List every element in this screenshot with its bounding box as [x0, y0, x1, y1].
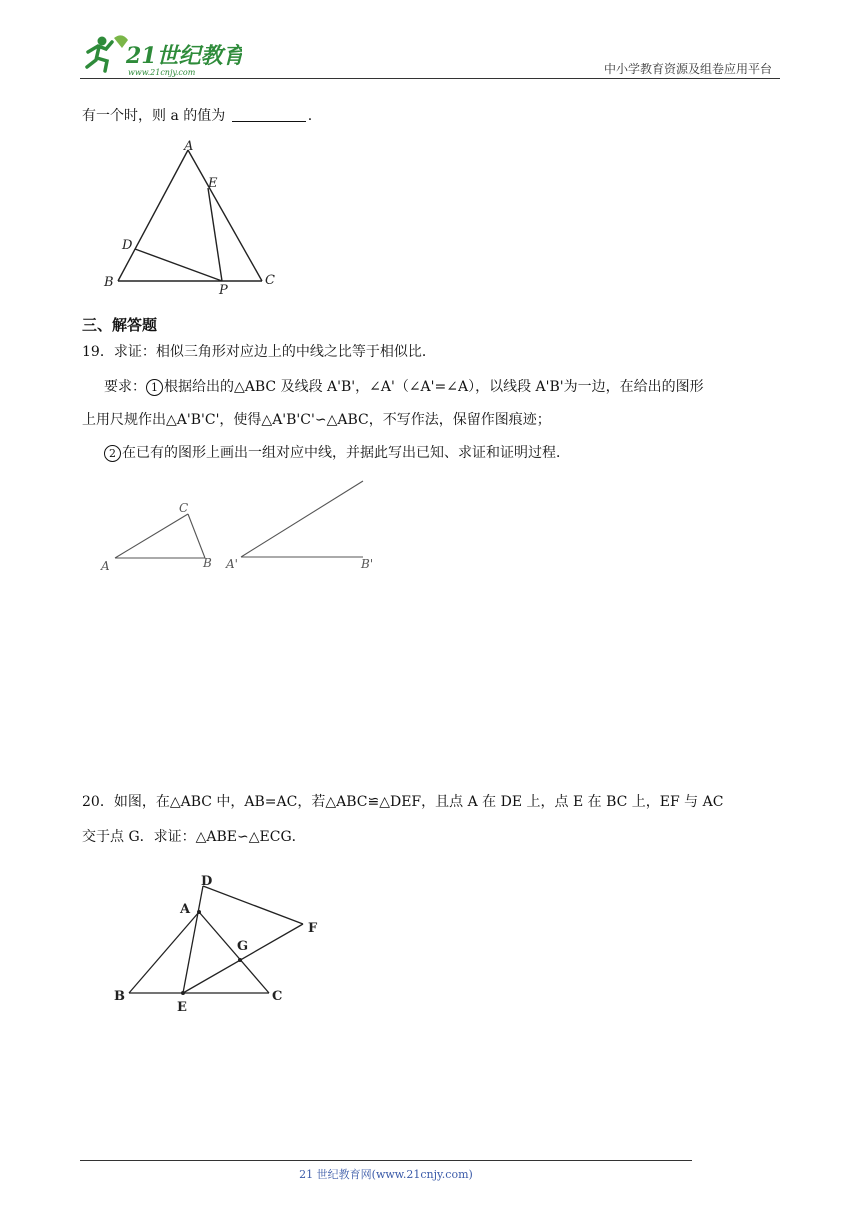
q18-text: 有一个时，则 a 的值为	[82, 108, 226, 124]
fig20-label-a: A	[180, 902, 191, 917]
q19-line4-text: 在已有的图形上画出一组对应中线，并据此写出已知、求证和证明过程．	[122, 445, 570, 461]
header-divider	[80, 78, 780, 79]
fig20-label-f: F	[308, 921, 318, 936]
figure-q20-triangles	[110, 868, 330, 1018]
q19-line2-text: 根据给出的△ABC 及线段 A'B'，∠A'（∠A'=∠A），以线段 A'B'为一边，在给出的图形	[164, 379, 704, 395]
logo-text: 21世纪教育	[126, 43, 242, 69]
fig20-label-g: G	[237, 939, 249, 954]
q19-requirement-prefix: 要求：	[104, 379, 146, 395]
fig19-label-a: A	[101, 559, 110, 573]
figure-q18-triangle	[100, 138, 290, 298]
q19-line3: 上用尺规作出△A'B'C'，使得△A'B'C'∽△ABC，不写作法，保留作图痕迹；	[82, 412, 551, 428]
fig18-label-b: B	[104, 275, 114, 290]
q20-line1: 20．如图，在△ABC 中，AB=AC，若△ABC≌△DEF，且点 A 在 DE 上，点 E 在 BC 上，EF 与 AC	[82, 794, 724, 810]
fig18-label-e: E	[208, 176, 218, 191]
circled-number-2: 2	[104, 445, 121, 462]
fig20-label-e: E	[177, 1000, 187, 1015]
fig19-label-a-prime: A'	[226, 557, 238, 571]
fig19-label-b: B	[203, 556, 212, 570]
site-logo	[82, 30, 242, 80]
q18-tail-line	[82, 106, 312, 126]
q19-line1: 19．求证：相似三角形对应边上的中线之比等于相似比．	[82, 344, 436, 360]
fig20-label-c: C	[272, 989, 283, 1004]
answer-blank	[232, 107, 306, 122]
fig18-label-d: D	[122, 238, 133, 253]
fig18-label-a: A	[184, 139, 194, 154]
fig20-label-b: B	[114, 989, 125, 1004]
circled-number-1: 1	[146, 379, 163, 396]
section-title: 三、解答题	[82, 316, 158, 334]
footer-divider	[80, 1160, 692, 1161]
q19-line4	[104, 443, 570, 463]
header-platform-text: 中小学教育资源及组卷应用平台	[603, 62, 772, 76]
fig20-label-d: D	[201, 874, 213, 889]
fig18-label-c: C	[265, 273, 275, 288]
fig18-label-p: P	[219, 283, 228, 298]
footer-text[interactable]: 21 世纪教育网(www.21cnjy.com)	[299, 1168, 473, 1181]
q18-period: .	[307, 108, 313, 124]
fig19-label-c: C	[179, 501, 189, 515]
q20-line2: 交于点 G．求证：△ABE∽△ECG．	[82, 829, 306, 845]
logo-url-text: www.21cnjy.com	[128, 68, 196, 77]
running-man-logo-icon	[82, 30, 242, 80]
figure-q19-construction	[95, 478, 385, 578]
q19-line2	[104, 377, 704, 397]
fig19-label-b-prime: B'	[361, 557, 374, 571]
